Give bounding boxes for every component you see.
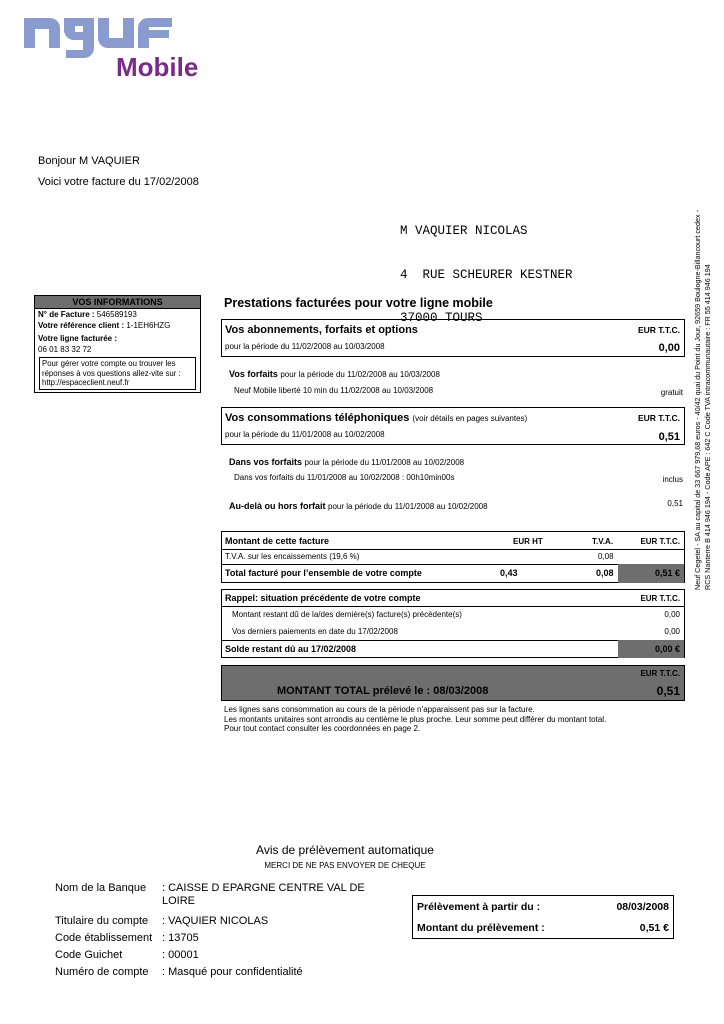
- account-help-note: Pour gérer votre compte ou trouver les réponses à vos questions allez-vite sur : http://espaceclient.neuf.fr: [39, 357, 196, 390]
- grand-total-label: MONTANT TOTAL prélevé le : 08/03/2008: [277, 685, 489, 697]
- forfaits-title: Vos forfaits: [229, 369, 278, 379]
- consumptions-title-note: (voir détails en pages suivantes): [412, 414, 528, 423]
- greeting-hello: Bonjour M VAQUIER: [38, 155, 140, 167]
- main-title: Prestations facturées pour votre ligne mobile: [224, 296, 493, 310]
- total-tva: 0,08: [596, 568, 614, 578]
- in-forfait-title: Dans vos forfaits: [229, 457, 303, 467]
- in-forfait-item: Dans vos forfaits du 11/01/2008 au 10/02/2008 : 00h10min00s: [234, 473, 455, 482]
- total-label: Total facturé pour l’ensemble de votre compte: [225, 568, 422, 578]
- balance-value: 0,00 €: [654, 644, 680, 654]
- consumptions-amount: 0,51: [658, 431, 680, 443]
- consumptions-title: Vos consommations téléphoniques: [225, 412, 410, 424]
- col-eur-ttc: EUR T.T.C.: [640, 537, 680, 546]
- legal-line-2: RCS Nanterre B 414 946 194 - Code APE : 642 C Code TVA intracommunautaire : FR 55 414 946 194: [703, 264, 712, 590]
- invoice-number: 546589193: [96, 310, 137, 319]
- invoice-number-row: [35, 310, 200, 321]
- code-etab-value: : 13705: [162, 932, 199, 944]
- subscriptions-title: Vos abonnements, forfaits et options: [225, 324, 418, 336]
- invoice-total-title: Montant de cette facture: [225, 536, 330, 546]
- consumptions-header: EUR T.T.C.: [637, 413, 680, 423]
- holder-label: Titulaire du compte: [55, 915, 149, 927]
- bank-name-value: : CAISSE D EPARGNE CENTRE VAL DE LOIRE: [162, 882, 365, 907]
- debit-date-row: [417, 901, 669, 913]
- address-line-2: 4 RUE SCHEURER KESTNER: [400, 267, 573, 282]
- previous-situation-section: [221, 589, 685, 658]
- remaining-label: Montant restant dû de la/des dernière(s) facture(s) précédente(s): [232, 610, 462, 619]
- total-ttc: 0,51 €: [654, 568, 680, 578]
- subscriptions-header: EUR T.T.C.: [637, 325, 680, 335]
- tva-value: 0,08: [598, 552, 614, 561]
- subscriptions-period: pour la période du 11/02/2008 au 10/03/2008: [225, 342, 385, 351]
- consumptions-title-row: [225, 412, 527, 424]
- bank-name-label: Nom de la Banque: [55, 882, 147, 894]
- total-ht: 0,43: [500, 568, 518, 578]
- info-title: VOS INFORMATIONS: [35, 296, 200, 309]
- in-forfait-value: inclus: [662, 475, 683, 484]
- previous-title: Rappel: situation précédente de votre compte: [225, 593, 421, 603]
- avis-title: Avis de prélèvement automatique: [256, 843, 434, 857]
- forfait-item: Neuf Mobile liberté 10 min du 11/02/2008 au 10/03/2008: [234, 386, 434, 395]
- subscriptions-amount: 0,00: [658, 342, 680, 354]
- client-ref-row: [35, 321, 200, 332]
- code-etab-label: Code établissement: [55, 932, 153, 944]
- in-forfait-period: pour la période du 11/01/2008 au 10/02/2008: [304, 458, 465, 467]
- avis-subtitle: MERCI DE NE PAS ENVOYER DE CHEQUE: [264, 861, 426, 870]
- forfaits-title-row: [229, 369, 440, 379]
- invoice-total-section: [221, 531, 685, 583]
- col-eur-ht: EUR HT: [513, 537, 543, 546]
- legal-line-1: Neuf Cegetel - SA au capital de 33 667 979,68 euros - 40/42 quai du Point du Jour, 92659 Boulogne-Billancourt cedex -: [693, 210, 702, 590]
- debit-date-value: 08/03/2008: [616, 901, 669, 913]
- guichet-value: : 00001: [162, 949, 199, 961]
- out-forfait-title: Au-delà ou hors forfait: [229, 501, 326, 511]
- debit-amount-label: Montant du prélèvement :: [417, 922, 545, 934]
- forfaits-period: pour la période du 11/02/2008 au 10/03/2008: [280, 370, 440, 379]
- in-forfait-row: [229, 457, 464, 467]
- debit-box: [412, 895, 674, 939]
- out-forfait-period: pour la période du 11/01/2008 au 10/02/2008: [328, 502, 488, 511]
- neuf-mobile-logo: [22, 10, 212, 80]
- remaining-value: 0,00: [664, 610, 680, 619]
- legal-mentions: [689, 200, 721, 600]
- guichet-label: Code Guichet: [55, 949, 123, 961]
- previous-header: EUR T.T.C.: [640, 594, 680, 603]
- logo-graphic: [22, 10, 212, 80]
- debit-amount-value: 0,51 €: [639, 922, 669, 934]
- tva-label: T.V.A. sur les encaissements (19,6 %): [225, 552, 360, 561]
- consumptions-section: [221, 407, 685, 445]
- subscriptions-section: [221, 319, 685, 357]
- holder-value: : VAQUIER NICOLAS: [162, 915, 269, 927]
- client-ref: 1-1EH6HZG: [126, 320, 171, 330]
- account-value: : Masqué pour confidentialité: [162, 966, 303, 978]
- debit-amount-row: [417, 922, 669, 934]
- account-label: Numéro de compte: [55, 966, 149, 978]
- logo-mobile-text: Mobile: [116, 52, 199, 80]
- col-tva: T.V.A.: [592, 537, 614, 546]
- out-forfait-value: 0,51: [667, 499, 683, 508]
- debit-date-label: Prélèvement à partir du :: [417, 901, 541, 913]
- address-line-1: M VAQUIER NICOLAS: [400, 224, 528, 238]
- espace-client-link[interactable]: http://espaceclient.neuf.fr: [42, 378, 130, 387]
- info-box: [34, 295, 201, 393]
- billed-line-number: 06 01 83 32 72: [38, 344, 92, 354]
- forfait-item-value: gratuit: [660, 388, 683, 397]
- grand-total-header: EUR T.T.C.: [640, 669, 680, 678]
- invoice-number-label: N° de Facture :: [38, 310, 95, 319]
- greeting-invoice-date: Voici votre facture du 17/02/2008: [38, 176, 199, 188]
- billed-line-label: Votre ligne facturée :: [38, 334, 117, 343]
- grand-total-box: [221, 665, 685, 701]
- consumptions-period: pour la période du 11/01/2008 au 10/02/2008: [225, 430, 385, 439]
- footnotes: Les lignes sans consommation au cours de la période n’apparaissent pas sur la facture. Les montants unitaires sont arrondis au centième le plus proche. Leur somme peut différer du montant total. Pour tout contact consulter les coordonnées en page 2.: [224, 705, 607, 733]
- balance-label: Solde restant dû au 17/02/2008: [225, 644, 357, 654]
- payments-label: Vos derniers paiements en date du 17/02/2008: [232, 627, 398, 636]
- client-ref-label: Votre référence client :: [38, 320, 125, 330]
- grand-total-amount: 0,51: [656, 684, 680, 698]
- out-forfait-row: [229, 501, 488, 511]
- payments-value: 0,00: [664, 627, 680, 636]
- address-line-3: 37000 TOURS: [400, 311, 483, 325]
